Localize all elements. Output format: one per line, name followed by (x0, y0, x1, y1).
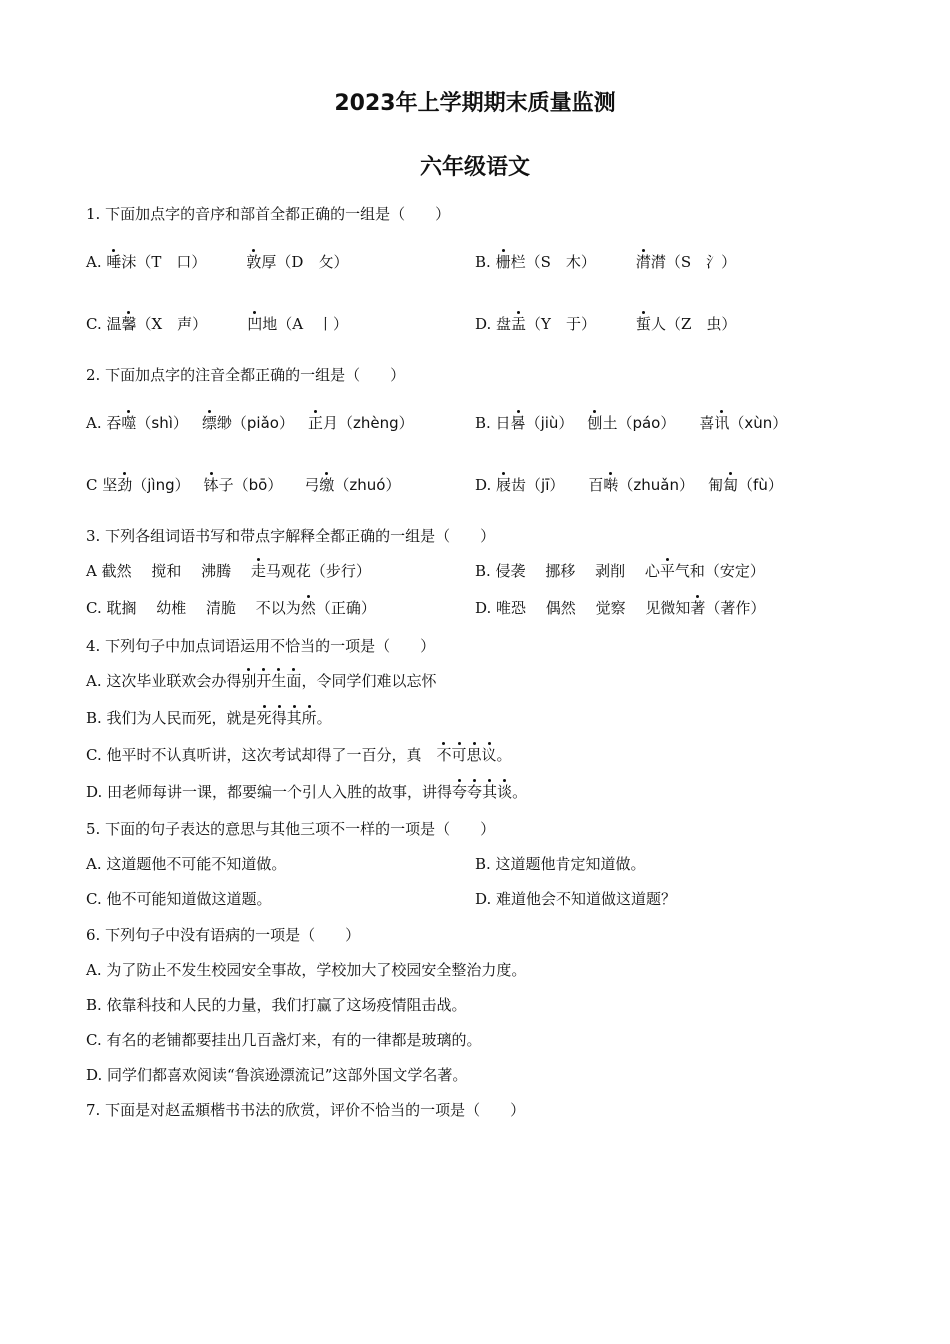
q4-option-a (86, 671, 436, 691)
q2-d-prefix: D. (475, 476, 497, 494)
dotted-char: 刨 (587, 414, 603, 432)
q4-option-d (86, 782, 527, 802)
q4-option-b (86, 708, 332, 728)
q2-option-d (475, 475, 783, 495)
exam-subtitle: 六年级语文 (419, 155, 530, 180)
q1-b-word2-rest: 潸（S 氵） (650, 253, 737, 271)
q3-b-rest: 气和（安定） (674, 562, 765, 580)
dotted-char: 不 (436, 746, 452, 764)
dotted-char: 唾 (106, 253, 122, 271)
dotted-char: 噬 (121, 414, 137, 432)
q4-stem: 4. 下列句子中加点词语运用不恰当的一项是（ ） (86, 637, 436, 655)
q2-a-prefix: A. 吞 (86, 414, 122, 432)
dotted-char: 栅 (495, 253, 511, 271)
dotted-char: 劲 (117, 476, 133, 494)
q4-a-pre: A. 这次毕业联欢会办得 (86, 672, 242, 690)
dotted-char: 蜇 (635, 315, 651, 333)
q2-a-word3-rest: 月（zhèng） (322, 414, 414, 432)
dotted-char: 谈 (497, 783, 513, 801)
dotted-char: 死 (256, 709, 272, 727)
q2-d-word3-pre: 匍 (708, 476, 724, 494)
dotted-char: 凹 (247, 315, 263, 333)
q2-c-prefix: C 坚 (86, 476, 118, 494)
dotted-char: 平 (659, 562, 675, 580)
q1-d-prefix: D. 盘 (475, 315, 512, 333)
dotted-char: 得 (271, 709, 287, 727)
dotted-char: 缴 (319, 476, 335, 494)
q2-d-word2-rest: （zhuǎn） (618, 476, 695, 494)
dotted-char: 开 (256, 672, 272, 690)
q3-option-c (86, 598, 376, 618)
dotted-char: 夸 (467, 783, 483, 801)
dotted-char: 面 (286, 672, 302, 690)
q5-option-b: B. 这道题他肯定知道做。 (475, 855, 646, 873)
q4-a-post: ，令同学们难以忘怀 (301, 672, 437, 690)
dotted-char: 正 (307, 414, 323, 432)
q3-c-rest: （正确） (315, 599, 376, 617)
dotted-char: 思 (466, 746, 482, 764)
dotted-char: 夸 (452, 783, 468, 801)
q2-b-word2-rest: 土（páo） (602, 414, 676, 432)
dotted-char: 其 (286, 709, 302, 727)
q5-option-a: A. 这道题他不可能不知道做。 (86, 855, 287, 873)
q1-c-prefix: C. 温 (86, 315, 122, 333)
q4-b-pre: B. 我们为人民而死，就是 (86, 709, 257, 727)
dotted-char: 别 (241, 672, 257, 690)
q3-a-pre: A 截然 搅和 沸腾 (86, 562, 251, 580)
q4-b-post: 。 (316, 709, 332, 727)
exam-title: 2023年上学期期末质量监测 (334, 91, 616, 116)
q1-b-word1-rest: 栏（S 木） (510, 253, 596, 271)
q6-option-d: D. 同学们都喜欢阅读“鲁滨逊漂流记”这部外国文学名著。 (86, 1066, 468, 1084)
q1-a-prefix: A. (86, 253, 107, 271)
q2-option-a (86, 413, 414, 433)
q1-option-c (86, 314, 348, 334)
q1-option-b (475, 252, 736, 272)
q4-d-post: 。 (512, 783, 528, 801)
dotted-char: 然 (300, 599, 316, 617)
q3-option-b (475, 561, 765, 581)
q1-option-d (475, 314, 736, 334)
q2-c-word2-rest: 子（bō） (218, 476, 283, 494)
dotted-char: 屐 (496, 476, 512, 494)
dotted-char: 钵 (203, 476, 219, 494)
q1-c-word2-rest: 地（A 丨） (262, 315, 349, 333)
q1-option-a (86, 252, 348, 272)
dotted-char: 盂 (511, 315, 527, 333)
q1-d-word2-rest: 人（Z 虫） (650, 315, 737, 333)
q3-option-d (475, 598, 765, 618)
q6-option-c: C. 有名的老铺都要挂出几百盏灯来，有的一律都是玻璃的。 (86, 1031, 482, 1049)
q2-c-word3-rest: （zhuó） (334, 476, 401, 494)
dotted-char: 议 (481, 746, 497, 764)
q2-b-word3-rest: （xùn） (729, 414, 788, 432)
dotted-char: 缥 (201, 414, 217, 432)
q2-b-word1-rest: （jiù） (525, 414, 574, 432)
q6-option-a: A. 为了防止不发生校园安全事故，学校加大了校园安全整治力度。 (86, 961, 527, 979)
q2-c-word3-pre: 弓 (304, 476, 320, 494)
q6-option-b: B. 依靠科技和人民的力量，我们打赢了这场疫情阻击战。 (86, 996, 467, 1014)
dotted-char: 所 (301, 709, 317, 727)
dotted-char: 著 (690, 599, 706, 617)
q5-option-c: C. 他不可能知道做这道题。 (86, 890, 272, 908)
q2-c-word1-rest: （jìng） (132, 476, 190, 494)
dotted-char: 可 (451, 746, 467, 764)
dotted-char: 潸 (635, 253, 651, 271)
q6-stem: 6. 下列句子中没有语病的一项是（ ） (86, 926, 361, 944)
q1-b-prefix: B. (475, 253, 496, 271)
q1-c-word1-rest: （X 声） (136, 315, 208, 333)
dotted-char: 馨 (121, 315, 137, 333)
dotted-char: 走 (250, 562, 266, 580)
q3-a-rest: 马观花（步行） (265, 562, 371, 580)
q1-a-word2-rest: 厚（D 攵） (261, 253, 349, 271)
q4-option-c (86, 745, 512, 765)
q2-b-prefix: B. 日 (475, 414, 511, 432)
dotted-char: 晷 (510, 414, 526, 432)
dotted-char: 讯 (714, 414, 730, 432)
dotted-char: 其 (482, 783, 498, 801)
q3-d-rest: （著作） (705, 599, 766, 617)
q2-d-word2-pre: 百 (588, 476, 604, 494)
q1-stem: 1. 下面加点字的音序和部首全都正确的一组是（ ） (86, 205, 451, 223)
q2-d-word1-rest: 齿（jī） (511, 476, 565, 494)
dotted-char: 生 (271, 672, 287, 690)
q3-stem: 3. 下列各组词语书写和带点字解释全都正确的一组是（ ） (86, 527, 496, 545)
q2-b-word3-pre: 喜 (699, 414, 715, 432)
q2-d-word3-rest: （fù） (738, 476, 783, 494)
q2-a-word1-rest: （shì） (136, 414, 188, 432)
q3-d-pre: D. 唯恐 偶然 觉察 见微知 (475, 599, 691, 617)
dotted-char: 啭 (603, 476, 619, 494)
q2-option-b (475, 413, 787, 433)
q3-option-a (86, 561, 371, 581)
q4-c-post: 。 (496, 746, 512, 764)
dotted-char: 匐 (723, 476, 739, 494)
q1-d-word1-rest: （Y 于） (526, 315, 596, 333)
q4-d-pre: D. 田老师每讲一课，都要编一个引人入胜的故事，讲得 (86, 783, 453, 801)
dotted-char: 敦 (246, 253, 262, 271)
q1-a-word1-rest: 沫（T 口） (121, 253, 207, 271)
q2-option-c (86, 475, 400, 495)
q5-stem: 5. 下面的句子表达的意思与其他三项不一样的一项是（ ） (86, 820, 496, 838)
q4-c-pre: C. 他平时不认真听讲，这次考试却得了一百分，真 (86, 746, 437, 764)
q2-stem: 2. 下面加点字的注音全都正确的一组是（ ） (86, 366, 406, 384)
q3-b-pre: B. 侵袭 挪移 剥削 心 (475, 562, 660, 580)
q7-stem: 7. 下面是对赵孟頫楷书书法的欣赏，评价不恰当的一项是（ ） (86, 1101, 526, 1119)
q3-c-pre: C. 耽搁 幼椎 清脆 不以为 (86, 599, 301, 617)
q5-option-d: D. 难道他会不知道做这道题？ (475, 890, 677, 908)
q2-a-word2-rest: 缈（piǎo） (216, 414, 294, 432)
